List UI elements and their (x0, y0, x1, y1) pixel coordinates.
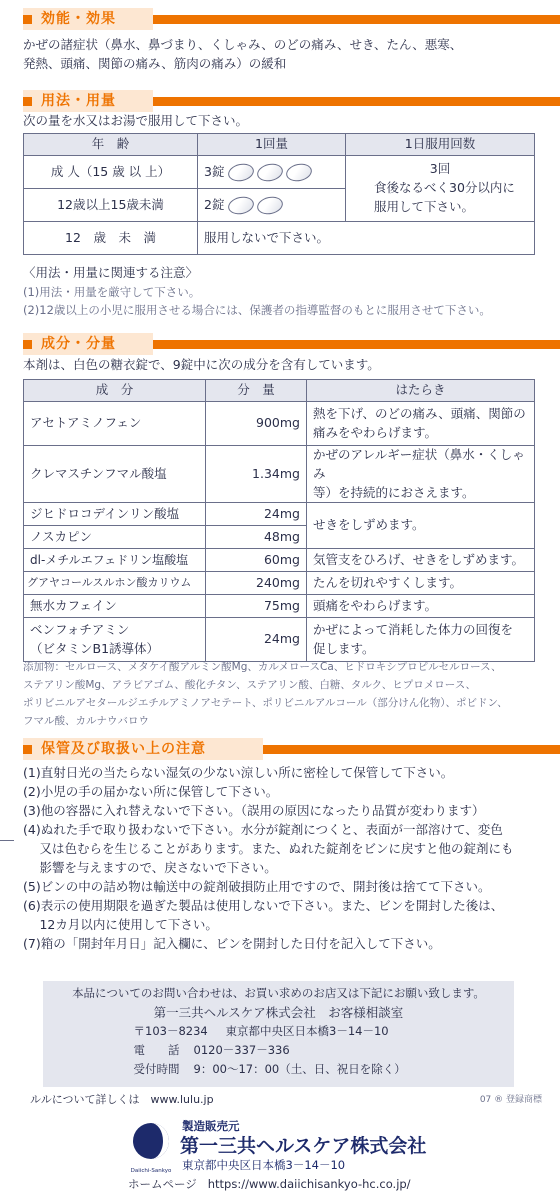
storage-list (23, 764, 550, 954)
ing-name: dl-メチルエフェドリン塩酸塩 (24, 549, 206, 572)
ing-header-name: 成 分 (24, 380, 206, 402)
contact-intro: 本品についてのお問い合わせは、お買い求めのお店又は下記にお願い致します。 (72, 986, 485, 1000)
times-note1: 食後なるべく30分以内に (374, 180, 515, 196)
storage-item: (1)直射日光の当たらない湿気の少ない涼しい所に密栓して保管して下さい。 (23, 765, 454, 780)
efficacy-title: 効能・効果 (41, 10, 116, 27)
lulu-link[interactable]: ルルについて詳しくは www.lulu.jp (30, 1093, 214, 1106)
tablet-icon (227, 161, 256, 183)
ingredients-intro: 本剤は、白色の糖衣錠で、9錠中に次の成分を含有しています。 (23, 357, 380, 372)
contact-phone-row (43, 1041, 514, 1060)
ing-effect (307, 402, 535, 446)
company-logo (128, 1121, 174, 1173)
storage-item: 又は色むらを生じることがあります。また、ぬれた錠剤をビンに戻すと他の錠剤にも (23, 841, 514, 856)
ing-amount: 240mg (206, 572, 307, 595)
ing-amount: 1.34mg (206, 446, 307, 503)
ing-effect: 気管支をひろげ、せきをしずめます。 (307, 549, 535, 572)
storage-item: (2)小児の手の届かない所に保管して下さい。 (23, 784, 279, 799)
additives-line1: 添加物：セルロース、メタケイ酸アルミン酸Mg、カルメロースCa、ヒドロキシプロピルセルロース、 (23, 661, 502, 673)
ing-effect-line: 痛みをやわらげます。 (313, 424, 438, 440)
storage-heading (23, 738, 206, 760)
usage-note1: (1)用法・用量を厳守して下さい。 (23, 285, 201, 299)
ing-amount: 48mg (206, 526, 307, 549)
ingredients-heading (23, 333, 116, 355)
ing-effect: 頭痛をやわらげます。 (307, 595, 535, 618)
usage-dose-child: 服用しないで下さい。 (198, 222, 535, 255)
times-note2: 服用して下さい。 (374, 198, 475, 214)
usage-header-age: 年 齢 (24, 134, 198, 156)
usage-age-adult: 成 人（15 歳 以 上） (24, 156, 198, 189)
daiichi-sankyo-logo-icon (128, 1121, 174, 1161)
ing-effect: たんを切れやすくします。 (307, 572, 535, 595)
ing-amount: 24mg (206, 618, 307, 662)
ing-effect-line: 熱を下げ、のどの痛み、頭痛、関節の (313, 405, 526, 421)
ing-amount: 24mg (206, 503, 307, 526)
ing-name: 無水カフェイン (24, 595, 206, 618)
storage-title: 保管及び取扱い上の注意 (41, 740, 206, 757)
ing-name: グアヤコールスルホン酸カリウム (24, 572, 206, 595)
additives-line2: ステアリン酸Mg、アラビアゴム、酸化チタン、ステアリン酸、白糖、タルク、ヒプロメロース、 (23, 679, 477, 691)
ing-name-line: （ビタミンB1誘導体） (30, 640, 160, 656)
contact-hours-row (43, 1060, 514, 1079)
additives-line4: フマル酸、カルナウバロウ (23, 715, 149, 727)
tablet-icon (285, 161, 314, 183)
storage-item: (4)ぬれた手で取り扱わないで下さい。水分が錠剤につくと、表面が一部溶けて、変色 (23, 822, 503, 837)
contact-postal: 〒103－8234 (133, 1024, 208, 1038)
section-marker-icon (23, 745, 32, 754)
usage-header-times: 1日服用回数 (346, 134, 535, 156)
efficacy-line2: 発熱、頭痛、関節の痛み、筋肉の痛み）の緩和 (23, 56, 287, 71)
usage-table (23, 133, 535, 255)
usage-age-youth: 12歳以上15歳未満 (24, 189, 198, 222)
contact-company: 第一三共ヘルスケア株式会社 お客様相談室 (153, 1005, 404, 1020)
margin-tick (0, 840, 14, 841)
homepage-row (128, 1176, 411, 1193)
homepage-link[interactable]: https://www.daiichisankyo-hc.co.jp/ (207, 1177, 411, 1191)
contact-hours-label: 受付時間 (133, 1062, 180, 1076)
additives-line3: ポリビニルアセタールジエチルアミノアセテート、ポリビニルアルコール（部分けん化物）、ポビドン、 (23, 697, 508, 709)
logo-text: Daiichi-Sankyo (130, 1167, 172, 1174)
contact-address: 東京都中央区日本橋3－14－10 (225, 1024, 389, 1038)
trademark-note: 07 ® 登録商標 (479, 1095, 542, 1105)
ing-name-line: ベンフォチアミン (30, 622, 130, 637)
homepage-label: ホームページ (128, 1177, 197, 1191)
usage-times (346, 156, 535, 222)
tablet-icon (256, 161, 285, 183)
efficacy-heading (23, 8, 116, 30)
ing-name: アセトアミノフェン (24, 402, 206, 446)
usage-dose-adult (198, 156, 346, 189)
tablet-icon (227, 194, 256, 216)
section-marker-icon (23, 97, 32, 106)
contact-phone-label: 電 話 (133, 1043, 180, 1057)
efficacy-line1: かぜの諸症状（鼻水、鼻づまり、くしゃみ、のどの痛み、せき、たん、悪寒、 (23, 37, 463, 52)
usage-age-child: 12 歳 未 満 (24, 222, 198, 255)
contact-hours: 9：00～17：00（土、日、祝日を除く） (193, 1062, 406, 1076)
contact-address-row (43, 1022, 514, 1041)
maker-label: 製造販売元 (182, 1119, 240, 1133)
storage-item: 12カ月以内に使用して下さい。 (23, 917, 218, 932)
storage-item: (5)ビンの中の詰め物は輸送中の錠剤破損防止用ですので、開封後は捨てて下さい。 (23, 879, 491, 894)
times-count: 3回 (429, 161, 451, 177)
ing-effect (307, 618, 535, 662)
storage-item: 影響を与えますので、戻さないで下さい。 (23, 860, 277, 875)
company-address: 東京都中央区日本橋3－14－10 (182, 1158, 346, 1172)
ing-effect-line: かぜのアレルギー症状（鼻水・くしゃみ (313, 447, 525, 481)
usage-header-dose: 1回量 (198, 134, 346, 156)
ing-effect-line: 等）を持続的におさえます。 (313, 484, 475, 500)
ing-name (24, 618, 206, 662)
ing-amount: 900mg (206, 402, 307, 446)
usage-heading (23, 90, 116, 112)
usage-title: 用法・用量 (41, 92, 116, 109)
ing-effect-line: 促します。 (313, 640, 375, 656)
ingredients-table (23, 379, 535, 662)
usage-intro: 次の量を水又はお湯で服用して下さい。 (23, 113, 249, 128)
storage-item: (6)表示の使用期限を過ぎた製品は使用しないで下さい。また、ビンを開封した後は、 (23, 898, 504, 913)
section-marker-icon (23, 340, 32, 349)
ingredients-title: 成分・分量 (41, 335, 116, 352)
company-name: 第一三共ヘルスケア株式会社 (180, 1135, 427, 1157)
usage-notes-title: 〈用法・用量に関連する注意〉 (23, 265, 199, 280)
storage-item: (7)箱の「開封年月日」記入欄に、ビンを開封した日付を記入して下さい。 (23, 936, 441, 951)
contact-phone[interactable]: 0120－337－336 (193, 1043, 290, 1057)
usage-dose-youth (198, 189, 346, 222)
dose-text: 3錠 (204, 163, 225, 179)
dose-text: 2錠 (204, 196, 225, 212)
ing-effect (307, 446, 535, 503)
ing-header-effect: はたらき (307, 380, 535, 402)
contact-box (43, 981, 514, 1087)
usage-note2: (2)12歳以上の小児に服用させる場合には、保護者の指導監督のもとに服用させて下さい。 (23, 303, 491, 317)
section-marker-icon (23, 15, 32, 24)
ing-effect-line: かぜによって消耗した体力の回復を (313, 622, 514, 637)
ing-header-amount: 分 量 (206, 380, 307, 402)
ing-name: ジヒドロコデインリン酸塩 (24, 503, 206, 526)
ing-name: クレマスチンフマル酸塩 (24, 446, 206, 503)
ing-name: ノスカピン (24, 526, 206, 549)
ing-amount: 60mg (206, 549, 307, 572)
storage-item: (3)他の容器に入れ替えないで下さい。（誤用の原因になったり品質が変わります） (23, 803, 485, 818)
ing-effect: せきをしずめます。 (307, 503, 535, 549)
ing-amount: 75mg (206, 595, 307, 618)
tablet-icon (256, 194, 285, 216)
